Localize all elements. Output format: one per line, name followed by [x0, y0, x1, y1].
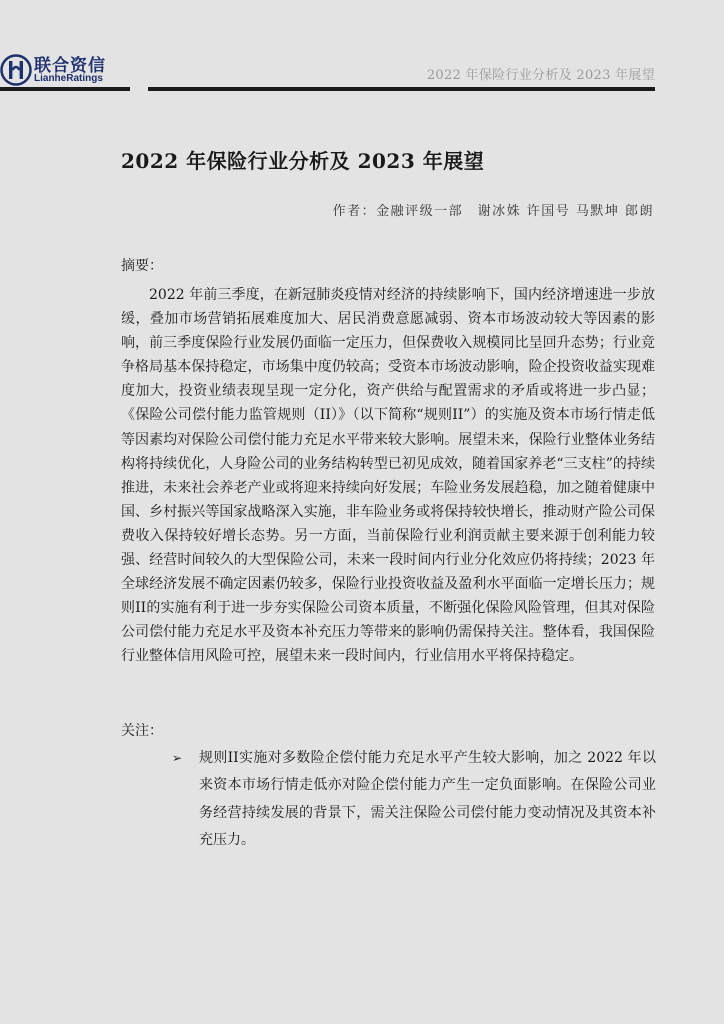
header-rule-left [0, 87, 130, 91]
running-header-title: 2022 年保险行业分析及 2023 年展望 [426, 68, 655, 83]
summary-paragraph: 2022 年前三季度，在新冠肺炎疫情对经济的持续影响下，国内经济增速进一步放缓，叠加市场营销拓展难度加大、居民消费意愿减弱、资本市场波动较大等因素的影响，前三季度保险行业发展仍面临一定压力，但保费收入规模同比呈回升态势；行业竞争格局基本保持稳定，市场集中度仍较高；受资本市场波动影响，险企投资收益实现难度加大，投资业绩表现呈现一定分化，资产供给与配置需求的矛盾或将进一步凸显；《保险公司偿付能力监管规则（II）》（以下简称“规则II”）的实施及资本市场行情走低等因素均对保险公司偿付能力充足水平带来较大影响。展望未来，保险行业整体业务结构将持续优化，人身险公司的业务结构转型已初见成效，随着国家养老“三支柱”的持续推进，未来社会养老产业或将迎来持续向好发展；车险业务发展趋稳，加之随着健康中国、乡村振兴等国家战略深入实施，非车险业务或将保持较快增长，推动财产险公司保费收入保持较好增长态势。另一方面，当前保险行业利润贡献主要来源于创利能力较强、经营时间较久的大型保险公司，未来一段时间内行业分化效应仍将持续；2023 年全球经济发展不确定因素仍较多，保险行业投资收益及盈利水平面临一定增长压力；规则II的实施有利于进一步夯实保险公司资本质量，不断强化保险风险管理，但其对保险公司偿付能力充足水平及资本补充压力等带来的影响仍需保持关注。整体看，我国保险行业整体信用风险可控，展望未来一段时间内，行业信用水平将保持稳定。 [121, 287, 655, 665]
focus-label: 关注： [121, 723, 163, 739]
logo-chinese-name: 联合资信 [34, 56, 106, 76]
summary-label: 摘要： [121, 258, 163, 274]
logo-english-name: LianheRatings [34, 73, 103, 84]
focus-item-text: 规则II实施对多数险企偿付能力充足水平产生较大影响，加之 2022 年以来资本市场行情走低亦对险企偿付能力产生一定负面影响。在保险公司业务经营持续发展的背景下，需关注保险公司偿付能力变动情况及其资本补充压力。 [199, 750, 656, 849]
author-line: 作者：金融评级一部 谢冰姝 许国号 马默坤 郎朗 [332, 204, 654, 219]
focus-list [172, 745, 656, 855]
header-rule-right [148, 87, 655, 91]
document-title: 2022 年保险行业分析及 2023 年展望 [121, 149, 485, 173]
arrow-bullet-icon: ➢ [172, 751, 183, 765]
lianhe-logo-icon [0, 54, 32, 86]
list-item [172, 745, 656, 855]
company-logo [0, 50, 130, 90]
